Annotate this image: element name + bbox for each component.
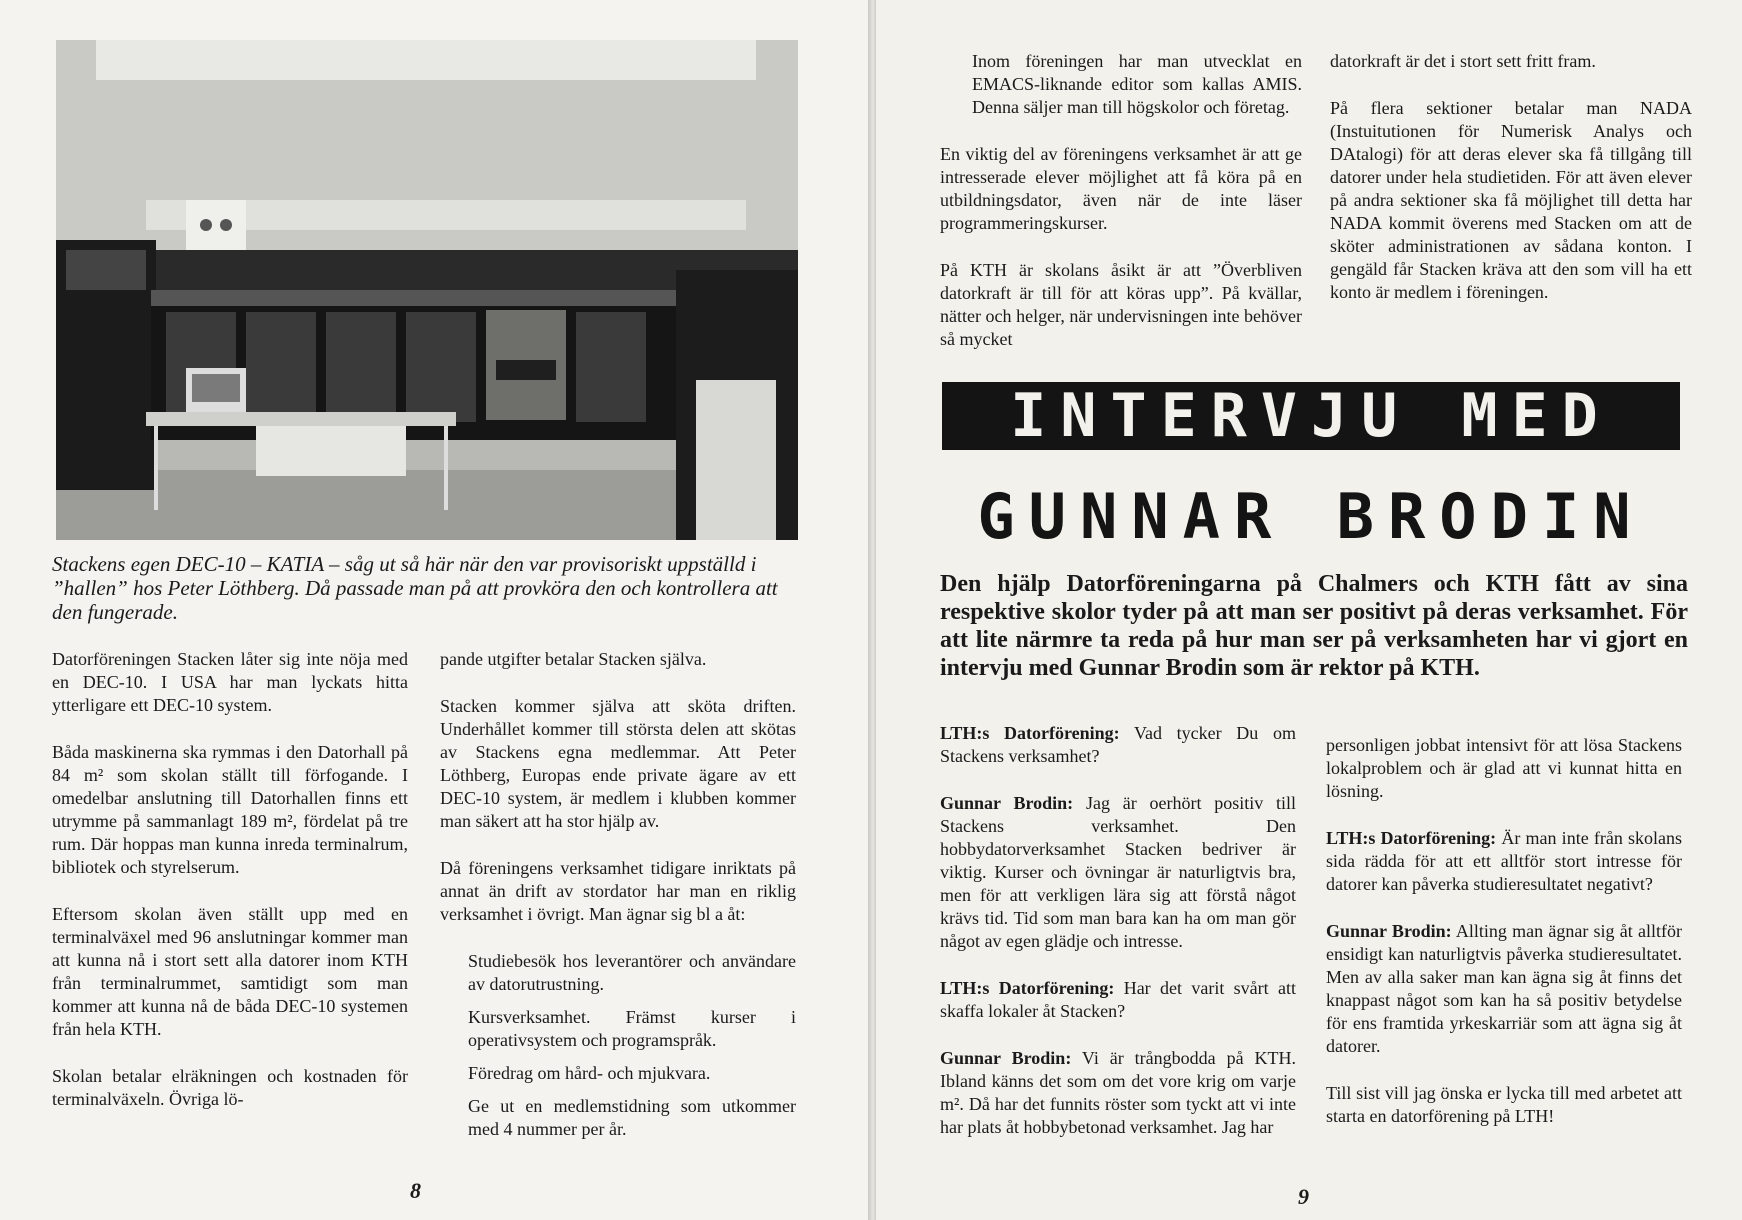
paragraph: Inom föreningen har man utvecklat en EMACS-liknande editor som kallas AMIS. Denna säljer man till högskolor och företag.: [972, 51, 1302, 117]
interview-column-1: [940, 722, 1296, 1163]
interview-entry: [1326, 827, 1682, 896]
paragraph: Stacken kommer själva att sköta driften. Underhållet kommer till största delen att skötas av Stackens egna medlemmar. Att Peter Löthberg, Europas ende private ägare av ett DEC-10 system, är medlem i klubben kommer man säkert att ha stor hjälp av.: [440, 696, 796, 831]
paragraph: datorkraft är det i stort sett fritt fram.: [1330, 51, 1596, 71]
speaker-label: Gunnar Brodin:: [940, 793, 1074, 813]
dec10-photo: [56, 40, 798, 540]
entry-text: personligen jobbat intensivt för att lösa Stackens lokalproblem och är glad att vi kunnat hitta en lösning.: [1326, 735, 1682, 801]
activity-item: Studiebesök hos leverantörer och användare av datorutrustning.: [468, 951, 796, 994]
computer-room-image: [56, 40, 798, 540]
interview-column-2: [1326, 734, 1682, 1152]
paragraph: Eftersom skolan även ställt upp med en terminalväxel med 96 anslutningar kommer man att kunna nå i stort sett alla datorer inom KTH från terminalrummet, samtidigt som man kommer att kunna nå de båda DEC-10 systemen från hela KTH.: [52, 904, 408, 1039]
paragraph: En viktig del av föreningens verksamhet är att ge intresserade elever möjlighet att få köra på en utbildningsdator, även när de inte läser programmeringskurser.: [940, 144, 1302, 233]
left-column-1: [52, 648, 408, 1135]
entry-text: Allting man ägnar sig åt alltför ensidigt kan naturligtvis påverka studieresultatet. Men av alla saker man kan ägna sig åt finns det knappast något som kan ha så positiv betydelse för ens framtida yrkeskarriär som att ägna sig åt datorer.: [1326, 921, 1682, 1056]
entry-text: Har det varit svårt att skaffa lokaler åt Stacken?: [940, 978, 1296, 1021]
paragraph: På KTH är skolans åsikt är att ”Överbliven datorkraft är till för att köras upp”. På kvällar, nätter och helger, när undervisningen inte behöver så mycket: [940, 260, 1302, 349]
entry-text: Vad tycker Du om Stackens verksamhet?: [940, 723, 1296, 766]
entry-text: Vi är trångbodda på KTH. Ibland känns det som om det vore krig om varje m². Då har det funnits röster som tyckt att vi inte har plats åt hobbybetonad verksamhet. Jag har: [940, 1048, 1296, 1137]
paragraph: pande utgifter betalar Stacken själva.: [440, 649, 707, 669]
activity-item: Kursverksamhet. Främst kurser i operativsystem och programspråk.: [468, 1007, 796, 1050]
paragraph: På flera sektioner betalar man NADA (Instuitutionen för Numerisk Analys och DAtalogi) för att deras elever ska få tillgång till datorer under hela studietiden. För att även elever på andra sektioner ska få möjlighet till detta har NADA kommit överens med Stacken om att de sköter administrationen av sådana konton. I gengäld får Stacken kräva att den som vill ha ett konto är medlem i föreningen.: [1330, 98, 1692, 302]
interview-entry: [940, 722, 1296, 768]
interview-entry: [1326, 734, 1682, 803]
paragraph: Datorföreningen Stacken låter sig inte nöja med en DEC-10. I USA har man lyckats hitta ytterligare ett DEC-10 system.: [52, 649, 408, 715]
interview-lead: Den hjälp Datorföreningarna på Chalmers och KTH fått av sina respektive skolor tyder på att man ser positivt på deras verksamhet. För att lite närmre ta reda på hur man ser på verksamheten har vi gjort en intervju med Gunnar Brodin som är rektor på KTH.: [940, 571, 1688, 681]
page-number: 9: [1298, 1184, 1309, 1209]
speaker-label: Gunnar Brodin:: [1326, 921, 1452, 941]
right-top-column-2: [1330, 50, 1692, 328]
right-top-column-1: [940, 50, 1302, 375]
interview-entry: [1326, 1082, 1682, 1128]
entry-text: Jag är oerhört positiv till Stackens verksamhet. Den hobbydatorverksamhet Stacken bedriver är viktig. Kurser och övningar är naturligtvis bra, men för att verkligen lära sig att förstå något krävs tid. Tid som man bara kan ha om man gör något av egen glädje och intresse.: [940, 793, 1297, 951]
paragraph: Skolan betalar elräkningen och kostnaden för terminalväxeln. Övriga lö-: [52, 1066, 408, 1109]
speaker-label: LTH:s Datorförening:: [1326, 828, 1497, 848]
interview-banner: INTERVJU MED: [942, 382, 1680, 450]
interview-entry: [940, 1047, 1296, 1139]
entry-text: Är man inte från skolans sida rädda för att ett alltför stort intresse för datorer kan påverka studieresultatet negativt?: [1326, 828, 1682, 894]
photo-caption: Stackens egen DEC-10 – KATIA – såg ut så här när den var provisoriskt uppställd i ”hallen” hos Peter Löthberg. Då passade man på att provköra den och kontrollera att den fungerade.: [52, 552, 778, 624]
activity-item: Föredrag om hård- och mjukvara.: [468, 1063, 711, 1083]
page-number: 8: [410, 1178, 421, 1203]
interviewee-name: GUNNAR BRODIN: [977, 480, 1645, 553]
paragraph: Då föreningens verksamhet tidigare inriktats på annat än drift av stordator har man en riklig verksamhet i övrigt. Man ägnar sig bl a åt:: [440, 858, 796, 924]
paragraph: Båda maskinerna ska rymmas i den Datorhall på 84 m² som skolan ställt till förfogande. I omedelbar anslutning till Datorhallen finns ett utrymme på sammanlagt 189 m², fördelat på tre rum. Där hoppas man kunna inreda terminalrum, bibliotek och styrelserum.: [52, 742, 408, 877]
left-page: [0, 0, 870, 1220]
interview-entry: [940, 792, 1296, 953]
left-column-2: [440, 648, 796, 1151]
speaker-label: Gunnar Brodin:: [940, 1048, 1072, 1068]
speaker-label: LTH:s Datorförening:: [940, 723, 1120, 743]
interview-entry: [1326, 920, 1682, 1058]
entry-text: Till sist vill jag önska er lycka till med arbetet att starta en datorförening på LTH!: [1326, 1083, 1682, 1126]
activity-item: Ge ut en medlemstidning som utkommer med 4 nummer per år.: [468, 1096, 796, 1139]
interview-entry: [940, 977, 1296, 1023]
speaker-label: LTH:s Datorförening:: [940, 978, 1115, 998]
